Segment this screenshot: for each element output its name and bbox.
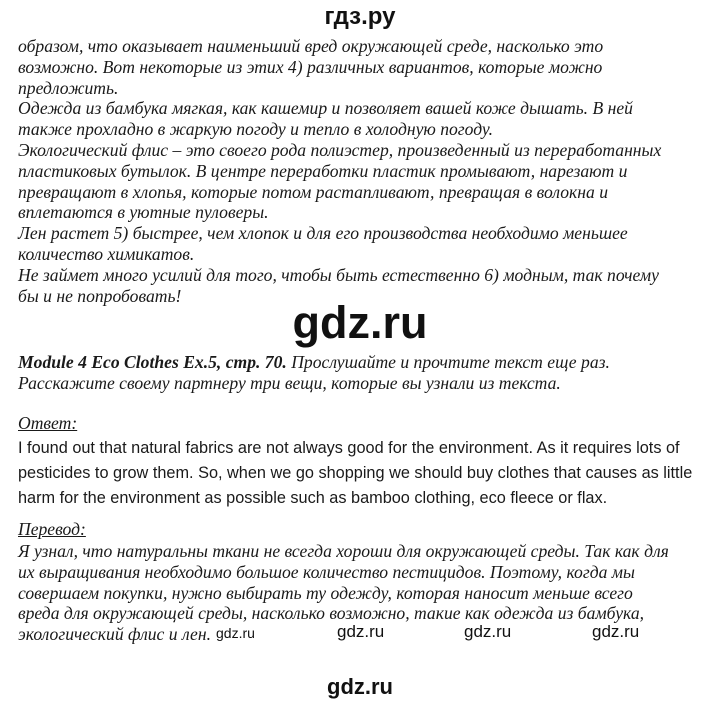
watermark-small: gdz.ru [337,622,385,641]
text-line: Лен растет 5) быстрее, чем хлопок и для его производства необходимо меньшее [18,223,628,244]
text-line: вплетаются в уютные пуловеры. [18,202,269,223]
text-line: количество химикатов. [18,243,195,264]
text-line: Не займет много усилий для того, чтобы быть естественно 6) модным, так почему [18,264,659,285]
exercise-reference: Module 4 Eco Clothes Ex.5, стр. 70. [18,352,287,372]
exercise-task [18,352,708,394]
translation-label: Перевод: [18,519,86,539]
text-line: Экологический флис – это своего рода полиэстер, произведенный из переработанных [18,139,662,160]
text-line: также прохладно в жаркую погоду и тепло в холодную погоду. [18,119,493,140]
translation-line: их выращивания необходимо большое количество пестицидов. Поэтому, когда мы [18,561,635,582]
translation-line: экологический флис и лен. [18,624,211,645]
answer-line: pesticides to grow them. So, when we go shopping we should buy clothes that causes as little [18,464,693,482]
answer-line: harm for the environment as possible such as bamboo clothing, eco fleece or flax. [18,489,608,507]
text-line: предложить. [18,77,119,98]
text-line: бы и не попробовать! [18,285,182,306]
site-footer-brand[interactable]: gdz.ru [327,674,393,699]
watermark-small: gdz.ru [464,622,512,641]
text-line: превращают в хлопья, которые потом растапливают, превращая в волокна и [18,181,609,202]
watermark-tiny: gdz.ru [216,625,255,641]
translation-line: Я узнал, что натуральны ткани не всегда хороши для окружающей среды. Так как для [18,541,669,561]
watermark-small: gdz.ru [592,622,640,641]
answer-line: I found out that natural fabrics are not always good for the environment. As it requires lots of [18,439,680,457]
translation-line: совершаем покупки, нужно выбирать ту одежду, которая наносит меньше всего [18,582,633,603]
translation-line: вреда для окружающей среды, насколько возможно, такие как одежда из бамбука, [18,603,645,624]
watermark-large: gdz.ru [292,297,428,348]
answer-text [18,436,708,511]
text-line: пластиковых бутылок. В центре переработки пластик промывают, нарезают и [18,160,628,181]
task-instruction-line: Расскажите своему партнеру три вещи, которые вы узнали из текста. [18,372,561,393]
text-line: возможно. Вот некоторые из этих 4) различных вариантов, которые можно [18,56,603,77]
task-line [18,352,708,373]
site-header-brand[interactable]: гдз.ру [324,3,396,30]
task-instruction: Прослушайте и прочтите текст еще раз. [286,352,610,372]
previous-exercise-text [18,36,708,306]
text-line: Одежда из бамбука мягкая, как кашемир и позволяет вашей коже дышать. В ней [18,98,633,119]
answer-label: Ответ: [18,413,78,433]
text-line: образом, что оказывает наименьший вред окружающей среде, насколько это [18,36,604,56]
